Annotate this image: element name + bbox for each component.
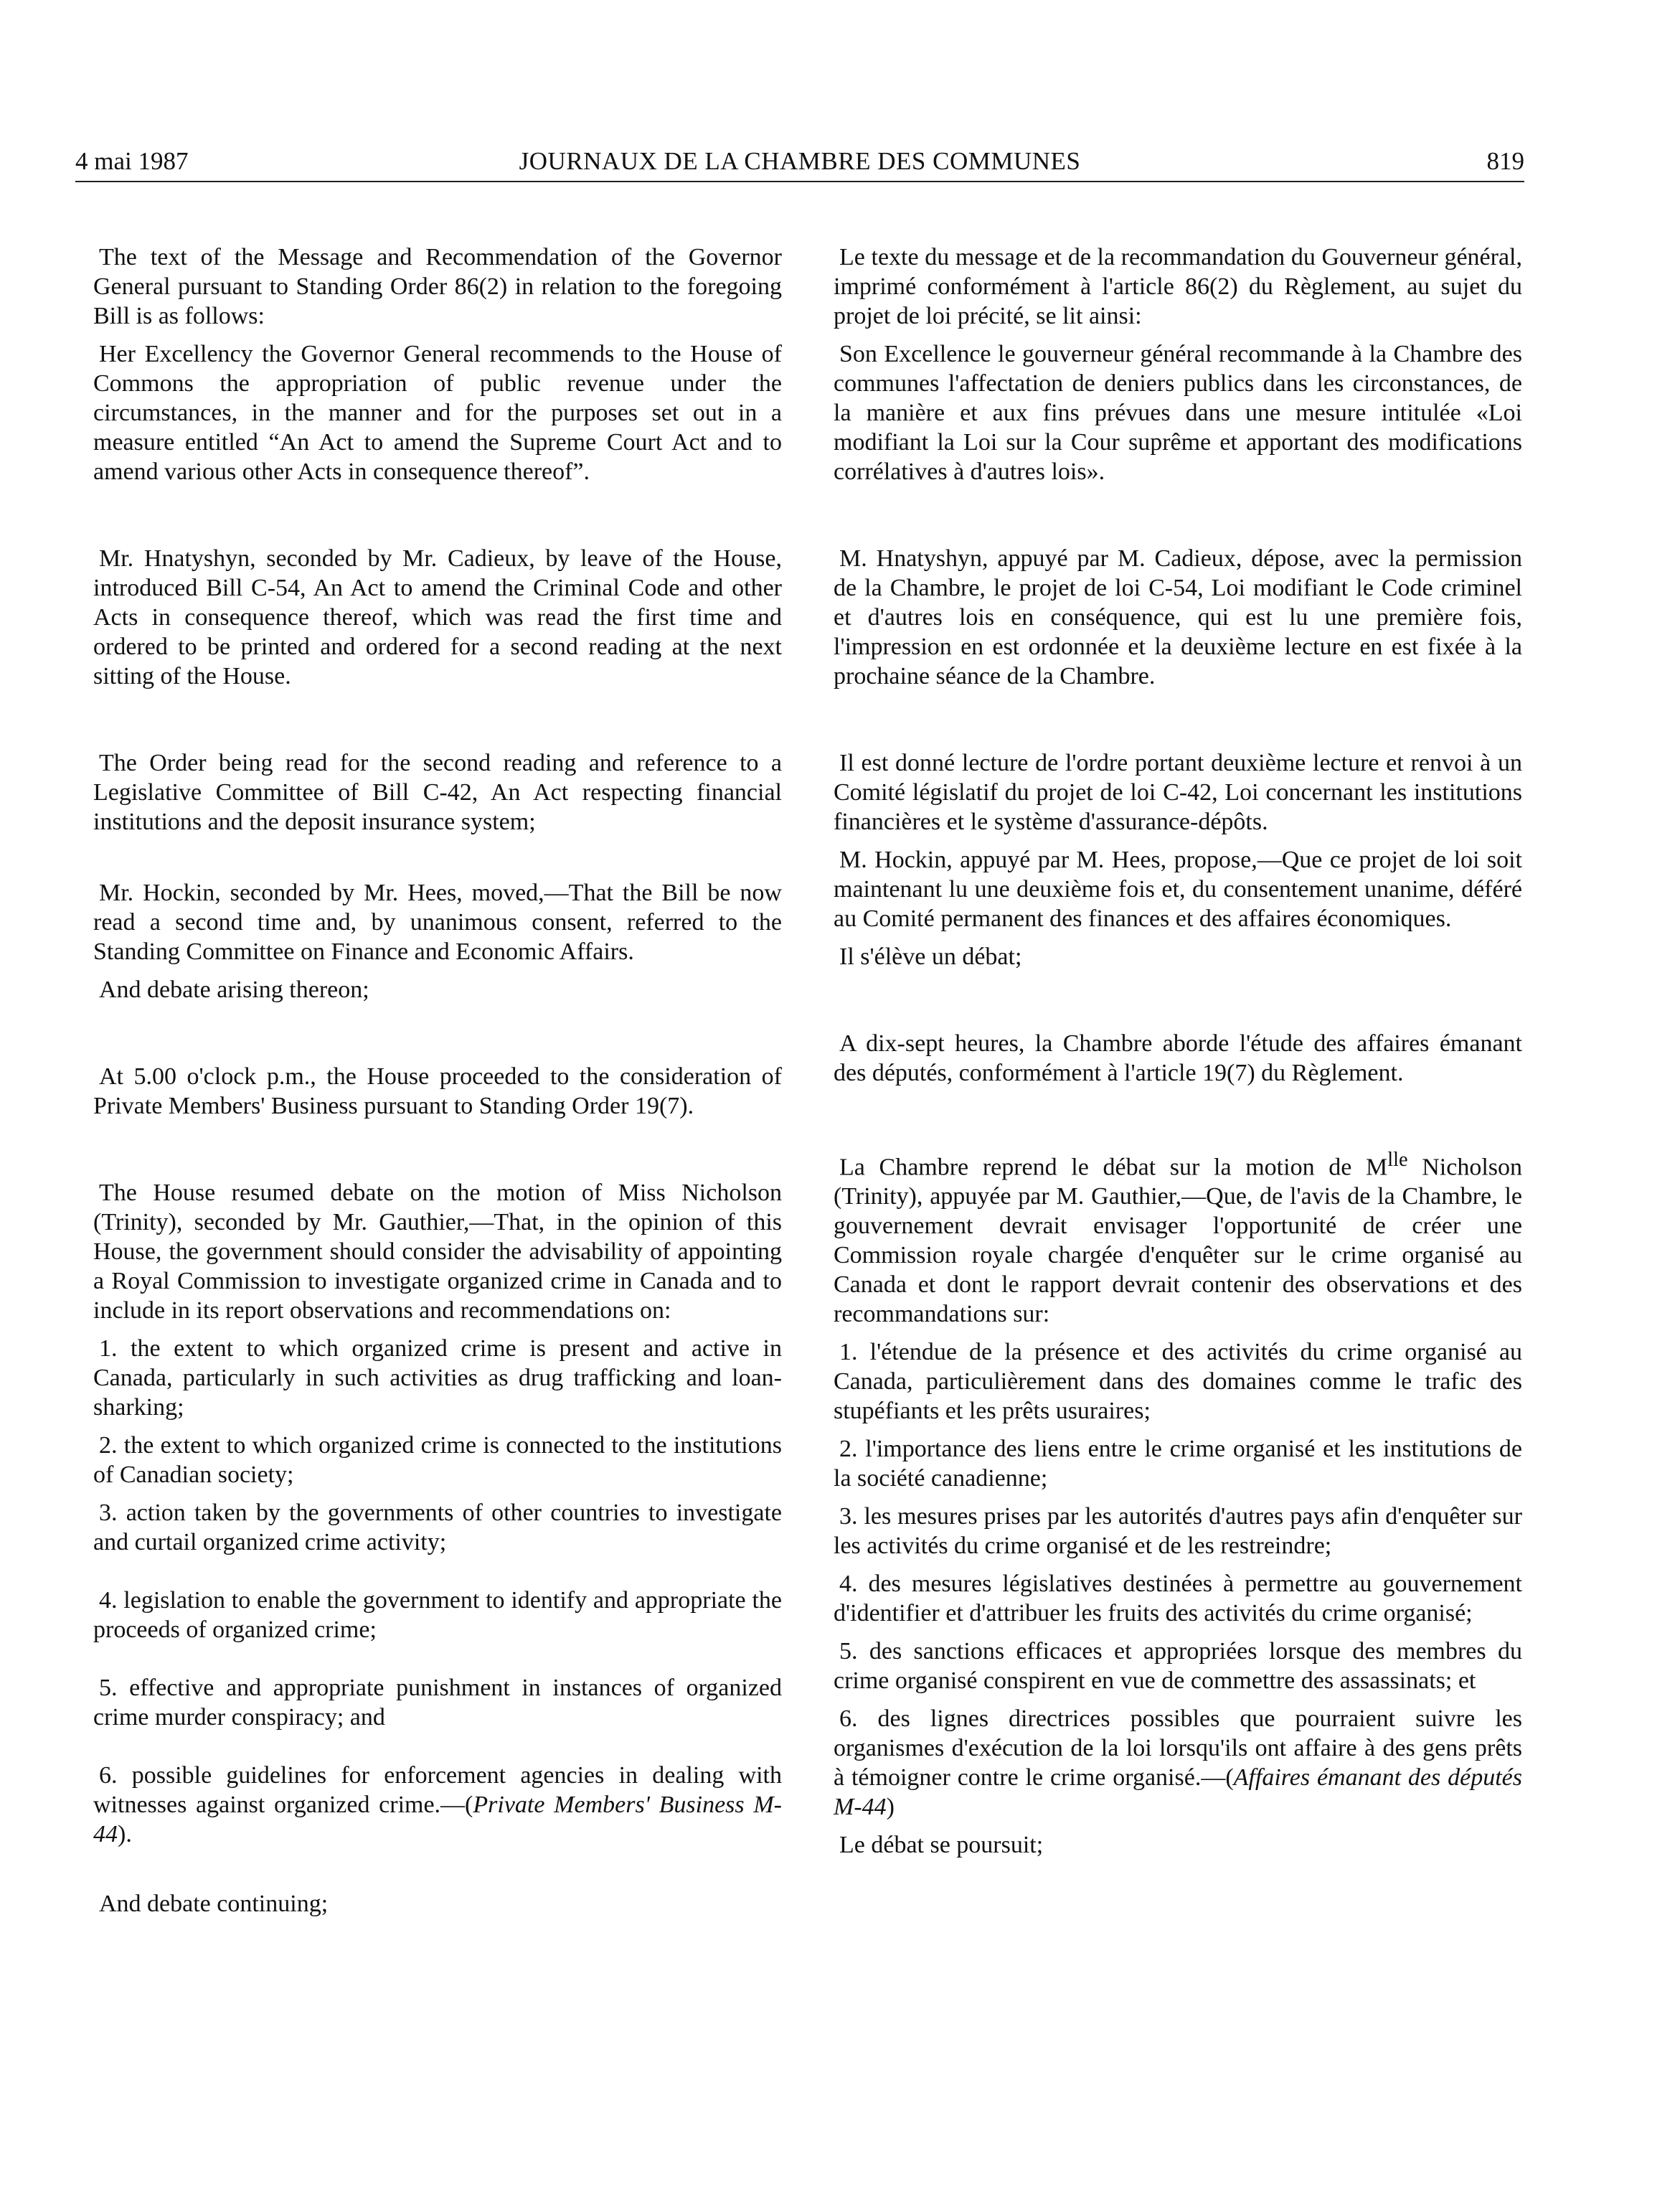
list-item: 4. des mesures législatives destinées à permettre au gouvernement d'identifier et d'attribuer les fruits des activités du crime organisé; xyxy=(834,1571,1522,1627)
motion-text-continued: Nicholson (Trinity), appuyée par M. Gauthier,—Que, de l'avis de la Chambre, le gouvernement devrait envisager l'opportunité de créer une Commission royale chargée d'enquêter sur le crime organisé au Canada et dont le rapport devrait contenir des observations et des recommandations sur: xyxy=(834,1154,1522,1328)
bill-c42-order-paragraph: Il est donné lecture de l'ordre portant deuxième lecture et renvoi à un Comité législatif du projet de loi C-42, Loi concernant les institutions financières et le système d'assurance-dépôts. xyxy=(834,750,1522,835)
list-item: 2. the extent to which organized crime is connected to the institutions of Canadian society; xyxy=(93,1432,782,1488)
nicholson-motion-paragraph xyxy=(834,1145,1522,1329)
debate-continuing-paragraph: And debate continuing; xyxy=(99,1891,329,1917)
list-item: 5. des sanctions efficaces et appropriées lorsque des membres du crime organisé conspirent en vue de commettre des assassinats; et xyxy=(834,1638,1522,1695)
page-number: 819 xyxy=(1486,147,1524,175)
item-text-end: ). xyxy=(118,1821,132,1847)
bill-c54-paragraph: Mr. Hnatyshyn, seconded by Mr. Cadieux, by leave of the House, introduced Bill C-54, An Act to amend the Criminal Code and other Acts in consequence thereof, which was read the first time and ordered to be printed and ordered for a second reading at the next sitting of the House. xyxy=(93,545,782,689)
list-item: 5. effective and appropriate punishment in instances of organized crime murder conspiracy; and xyxy=(93,1675,782,1731)
recommendation-paragraph: Her Excellency the Governor General recommends to the House of Commons the appropriation of public revenue under the circumstances, in the manner and for the purposes set out in a measure entitled “An Act to amend the Supreme Court Act and to amend various other Acts in consequence thereof”. xyxy=(93,341,782,485)
debate-arising-paragraph: Il s'élève un débat; xyxy=(839,943,1022,970)
list-item xyxy=(834,1704,1522,1822)
list-item: 1. l'étendue de la présence et des activités du crime organisé au Canada, particulièrement dans des domaines comme le trafic des stupéfiants et les prêts usuraires; xyxy=(834,1339,1522,1425)
journal-title: JOURNAUX DE LA CHAMBRE DES COMMUNES xyxy=(519,147,1081,175)
item-text: 6. possible guidelines for enforcement agencies in dealing with witnesses against organized crime.—( xyxy=(93,1762,782,1818)
private-members-reference: Private Members' Business M-44 xyxy=(93,1792,782,1847)
private-members-business-paragraph: A dix-sept heures, la Chambre aborde l'étude des affaires émanant des députés, conformément à l'article 19(7) du Règlement. xyxy=(834,1030,1522,1086)
hockin-motion-paragraph: M. Hockin, appuyé par M. Hees, propose,—Que ce projet de loi soit maintenant lu une deuxième fois et, du consentement unanime, déféré au Comité permanent des finances et des affaires économiques. xyxy=(834,847,1522,932)
list-item: 4. legislation to enable the government to identify and appropriate the proceeds of organized crime; xyxy=(93,1587,782,1643)
list-item: 3. action taken by the governments of other countries to investigate and curtail organized crime activity; xyxy=(93,1500,782,1555)
list-item: 1. the extent to which organized crime is present and active in Canada, particularly in such activities as drug trafficking and loan-sharking; xyxy=(93,1335,782,1421)
list-item xyxy=(93,1761,782,1849)
debate-continuing-paragraph: Le débat se poursuit; xyxy=(839,1832,1044,1859)
header-date: 4 mai 1987 xyxy=(75,147,189,175)
bill-c54-paragraph: M. Hnatyshyn, appuyé par M. Cadieux, dépose, avec la permission de la Chambre, le projet de loi C-54, Loi modifiant le Code criminel et d'autres lois en conséquence, qui est lu une première fois, l'impression en est ordonnée et la deuxième lecture en est fixée à la prochaine séance de la Chambre. xyxy=(834,545,1522,689)
debate-arising-paragraph: And debate arising thereon; xyxy=(99,976,369,1003)
motion-text: La Chambre reprend le débat sur la motion de M xyxy=(839,1154,1388,1181)
item-text: 6. des lignes directrices possibles que pourraient suivre les organismes d'exécution de la loi lorsqu'ils ont affaire à des gens prêts à témoigner contre le crime organisé.—( xyxy=(834,1705,1522,1792)
message-intro-paragraph: The text of the Message and Recommendation of the Governor General pursuant to Standing Order 86(2) in relation to the foregoing Bill is as follows: xyxy=(93,244,782,329)
list-item: 2. l'importance des liens entre le crime organisé et les institutions de la société canadienne; xyxy=(834,1436,1522,1492)
recommendation-paragraph: Son Excellence le gouverneur général recommande à la Chambre des communes l'affectation de deniers publics dans les circonstances, de la manière et aux fins prévues dans une mesure intitulée «Loi modifiant la Loi sur la Cour suprême et apportant des modifications corrélatives à d'autres lois». xyxy=(834,341,1522,485)
message-intro-paragraph: Le texte du message et de la recommandation du Gouverneur général, imprimé conformément à l'article 86(2) du Règlement, au sujet du projet de loi précité, se lit ainsi: xyxy=(834,244,1522,329)
mademoiselle-superscript: lle xyxy=(1387,1149,1408,1171)
english-column xyxy=(93,243,782,1919)
hockin-motion-paragraph: Mr. Hockin, seconded by Mr. Hees, moved,—That the Bill be now read a second time and, by unanimous consent, referred to the Standing Committee on Finance and Economic Affairs. xyxy=(93,880,782,965)
page-header xyxy=(75,143,1524,182)
nicholson-motion-paragraph: The House resumed debate on the motion of Miss Nicholson (Trinity), seconded by Mr. Gauthier,—That, in the opinion of this House, the government should consider the advisability of appointing a Royal Commission to investigate organized crime in Canada and to include in its report observations and recommendations on: xyxy=(93,1180,782,1324)
list-item: 3. les mesures prises par les autorités d'autres pays afin d'enquêter sur les activités du crime organisé et de les restreindre; xyxy=(834,1503,1522,1560)
french-column xyxy=(834,243,1522,1860)
bill-c42-order-paragraph: The Order being read for the second reading and reference to a Legislative Committee of Bill C-42, An Act respecting financial institutions and the deposit insurance system; xyxy=(93,750,782,835)
item-text-end: ) xyxy=(886,1794,895,1821)
private-members-business-paragraph: At 5.00 o'clock p.m., the House proceeded to the consideration of Private Members' Business pursuant to Standing Order 19(7). xyxy=(93,1063,782,1119)
private-members-reference: Affaires émanant des députés M-44 xyxy=(834,1764,1522,1821)
